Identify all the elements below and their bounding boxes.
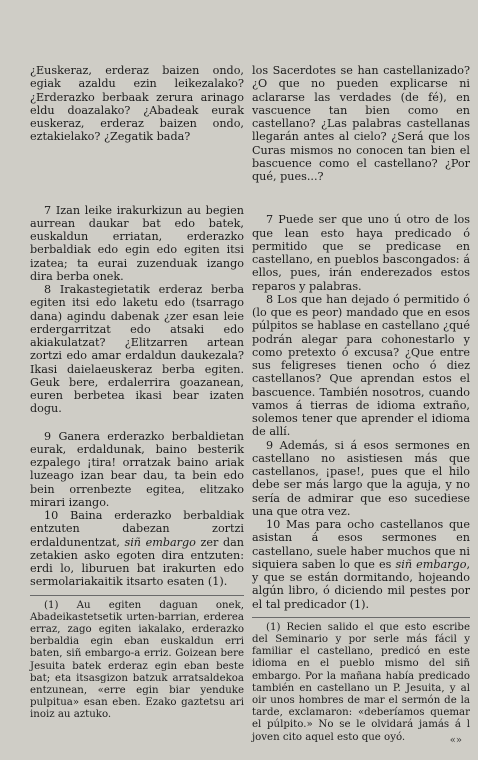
spanish-paragraph-10-text-end: , y que se están dormitando, hojeando algún libro, ó diciendo mil pestes por el tal predicador (1). [252,557,470,611]
spacer [30,416,244,430]
basque-column [30,64,244,722]
spanish-paragraph-8: 8 Los que han dejado ó permitido ó (lo que es peor) mandado que en esos púlpitos se hablase en castellano ¿qué podrán alegar para cohonestarlo y como pretexto ó excusa? ¿Que entre sus feligreses tienen ocho ó diez castellanos? Que aprendan estos el bascuence. También nosotros, cuando vamos á tierras de idioma extraño, solemos tener que aprender el idioma de allí. [252,292,470,439]
spacer [252,183,470,213]
basque-paragraph-7: 7 Izan leike irakurkizun au begien aurrean daukar bat edo batek, euskaldun erriatan, erderazko berbaldiak edo egin edo egiten itsi izatea; ta eurai zuzenduak izango dira berba onek. [30,203,244,283]
basque-paragraph-10-text: 10 Baina erderazko berbaldiak entzuten dabezan zortzi erdaldunentzat, [30,509,244,549]
spanish-paragraph-10-text: 10 Mas para ocho castellanos que asistan á esos sermones en castellano, suele haber muchos que ni siquiera saben lo que es [252,518,470,571]
spanish-column [252,64,470,744]
spanish-paragraph-intro: los Sacerdotes se han castellanizado? ¿O que no pueden explicarse ni aclararse las verdades (de fé), en vascuence tan bien como en castellano? ¿Las palabras castellanas llegarán antes al cielo? ¿Será que los Curas mismos no conocen tan bien el bascuence como el castellano? ¿Por qué, pues...? [252,64,470,183]
spacer [30,144,244,204]
basque-paragraph-8: 8 Irakastegietatik erderaz berba egiten itsi edo laketu edo (tsarrago dana) agindu dabenak ¿zer esan leie erdergarritzat edo atsaki edo akiakulatzat? ¿Elitzarren artean zortzi edo amar erdaldun daukezala? Ikasi daielaeuskeraz berba egiten. Geuk bere, erdalerrira goazanean, euren berbetea ikasi bear izaten dogu. [30,283,244,416]
basque-paragraph-10-text-end: zer dan zetakien asko egoten dira entzuten: erdi lo, liburuen bat irakurten edo sermolariakaitik itsarto esaten (1). [30,535,244,589]
basque-paragraph-10 [30,509,244,589]
page-folio-mark: «» [449,735,462,746]
basque-paragraph-10-emphasis: siñ embargo [124,535,196,549]
spanish-paragraph-10-emphasis: siñ embargo [395,557,467,571]
basque-paragraph-intro: ¿Euskeraz, erderaz baizen ondo, egiak azaldu ezin leikezalako? ¿Erderazko berbaak zerura arinago eldu doazalako? ¿Abadeak eurak euskeraz, erderaz baizen ondo, eztakielako? ¿Zegatik bada? [30,64,244,144]
spanish-footnote: (1) Recien salido el que esto escribe del Seminario y por serle más fácil y familiar el castellano, predicó en este idioma en el pueblo mismo del siñ embargo. Por la mañana había predicado también en castellano un P. Jesuita, y al oir unos hombres de mar el sermón de la tarde, exclamaron: «deberíamos quemar el púlpito.» No se le olvidará jamás á l joven cito aquel esto que oyó. [252,621,470,743]
footnote-rule [30,595,244,596]
footnote-rule [252,617,470,618]
basque-paragraph-9: 9 Ganera erderazko berbaldietan eurak, erdaldunak, baino besterik ezpalego ¡tira! orratzak baino ariak luzeago izan bear dau, ta bein edo bein orrenbezte egitea, elitzako mirari izango. [30,429,244,509]
spanish-paragraph-7: 7 Puede ser que uno ú otro de los que lean esto haya predicado ó permitido que se predicase en castellano, en pueblos bascongados: á ellos, pues, irán enderezados estos reparos y palabras. [252,213,470,293]
basque-footnote: (1) Au egiten daguan onek, Abadeikastetsetik urten-barrian, erderea erraz, zago egiten iakalako, erderazko berbaldia egin eban euskaldun erri baten, siñ embargo-a erriz. Goizean bere Jesuita batek erderaz egin eban beste bat; eta itsasgizon batzuk arratsaldekoa entzunean, «erre egin biar yenduke pulpitua» esan eben. Ezako gaztetsu ari inoiz au aztuko. [30,599,244,721]
spanish-paragraph-9: 9 Además, si á esos sermones en castellano no asistiesen más que castellanos, ¡pase!, pues que el hilo debe ser más largo que la aguja, y no sería de admirar que eso sucediese una que otra vez. [252,438,470,518]
spanish-paragraph-10 [252,518,470,611]
